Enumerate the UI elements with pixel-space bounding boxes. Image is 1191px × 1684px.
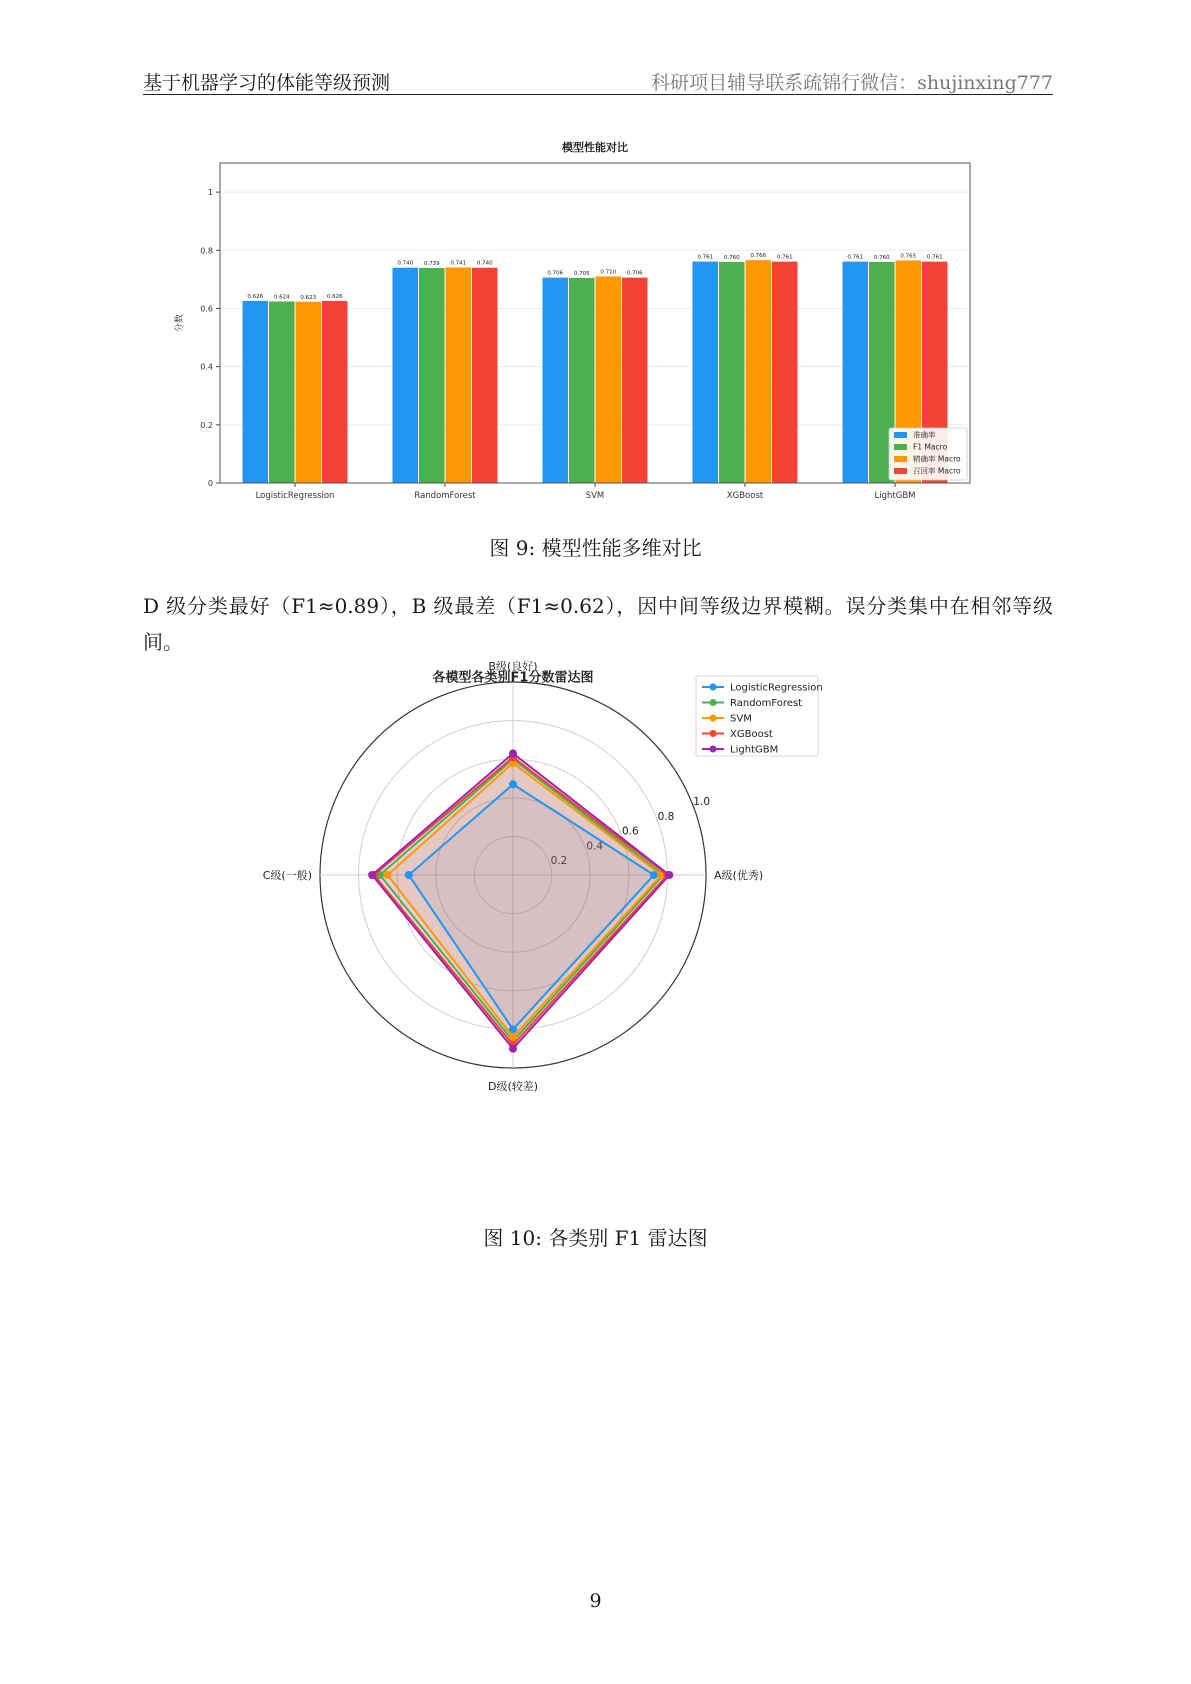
bar-value-label: 0.740 <box>397 260 414 267</box>
bar <box>746 260 772 483</box>
radar-point <box>368 871 376 879</box>
bar-value-label: 0.766 <box>750 253 767 260</box>
legend-label: F1 Macro <box>913 442 948 452</box>
bar <box>693 262 719 483</box>
bar <box>296 302 322 483</box>
page-header <box>143 66 1053 95</box>
figure-bar-chart <box>170 135 1020 501</box>
bar <box>596 276 622 483</box>
radar-point <box>405 871 413 879</box>
bar-value-label: 0.761 <box>926 254 943 261</box>
legend-label: 准确率 <box>913 430 936 440</box>
bar-value-label: 0.760 <box>723 254 740 261</box>
bar <box>569 278 595 483</box>
y-tick-label: 1 <box>207 188 213 198</box>
bar-value-label: 0.706 <box>626 270 643 277</box>
bar-value-label: 0.626 <box>326 293 343 300</box>
radar-point <box>509 780 517 788</box>
radar-point <box>509 1045 517 1053</box>
radar-tick-label: 0.6 <box>621 825 639 838</box>
x-tick-label: SVM <box>585 491 605 501</box>
bar <box>543 278 569 483</box>
bar-value-label: 0.740 <box>476 260 493 267</box>
radar-chart-svg <box>262 660 920 1190</box>
bar-chart-svg <box>170 135 1020 501</box>
bar <box>772 262 798 483</box>
bar-value-label: 0.765 <box>900 253 917 260</box>
radar-tick-label: 0.4 <box>586 840 604 853</box>
radar-legend-marker <box>710 699 717 706</box>
bar-value-label: 0.739 <box>423 261 440 268</box>
radar-title: 各模型各类别F1分数雷达图 <box>432 670 594 686</box>
radar-series-fill <box>372 753 669 1048</box>
bar-value-label: 0.761 <box>697 254 714 261</box>
figure-10-caption: 图 10: 各类别 F1 雷达图 <box>483 1226 708 1250</box>
radar-legend-label: LogisticRegression <box>730 682 823 694</box>
page-number: 9 <box>589 1590 602 1612</box>
bar-value-label: 0.710 <box>600 269 617 276</box>
radar-legend-label: LightGBM <box>730 744 779 756</box>
bar-value-label: 0.761 <box>847 254 864 261</box>
radar-axis-label: A级(优秀) <box>714 869 764 882</box>
bar <box>719 262 745 483</box>
radar-legend-label: SVM <box>730 713 752 725</box>
bar <box>843 262 869 483</box>
legend-swatch <box>894 432 907 438</box>
radar-legend-marker <box>710 715 717 722</box>
y-tick-label: 0.4 <box>200 362 213 372</box>
bar-value-label: 0.761 <box>776 254 793 261</box>
legend-swatch <box>894 468 907 474</box>
y-tick-label: 0.8 <box>200 246 213 256</box>
bar <box>243 301 269 483</box>
radar-point <box>665 871 673 879</box>
bar <box>446 267 472 483</box>
figure-radar-chart <box>262 660 920 1190</box>
y-tick-label: 0.2 <box>200 420 213 430</box>
header-contact: 科研项目辅导联系疏锦行微信：shujinxing777 <box>651 72 1053 94</box>
bar <box>622 278 648 483</box>
x-tick-label: LightGBM <box>874 491 916 501</box>
header-title: 基于机器学习的体能等级预测 <box>143 72 391 94</box>
radar-tick-label: 1.0 <box>693 796 711 809</box>
radar-legend-marker <box>710 730 717 737</box>
x-tick-label: XGBoost <box>726 491 764 501</box>
bar <box>269 301 295 483</box>
bar <box>322 301 348 483</box>
radar-legend-marker <box>710 746 717 753</box>
legend-label: 召回率 Macro <box>913 466 961 476</box>
x-tick-label: RandomForest <box>414 491 476 501</box>
bar-value-label: 0.760 <box>873 254 890 261</box>
radar-axis-label: B级(良好) <box>488 660 538 673</box>
radar-legend-label: RandomForest <box>730 698 803 709</box>
bar-value-label: 0.624 <box>273 294 290 301</box>
legend-label: 精确率 Macro <box>913 454 961 464</box>
bar <box>393 268 419 483</box>
y-tick-label: 0 <box>207 479 213 488</box>
radar-tick-label: 0.2 <box>550 855 568 868</box>
radar-tick-label: 0.8 <box>657 810 675 823</box>
radar-axis-label: C级(一般) <box>262 869 312 882</box>
bar-value-label: 0.705 <box>573 270 590 277</box>
radar-point <box>509 749 517 757</box>
bar-value-label: 0.623 <box>300 294 317 301</box>
y-axis-label: 分数 <box>175 313 185 333</box>
radar-legend-marker <box>710 684 717 691</box>
radar-axis-label: D级(较差) <box>487 1080 539 1093</box>
figure-9-caption: 图 9: 模型性能多维对比 <box>489 536 702 560</box>
bar <box>472 268 498 483</box>
chart-title: 模型性能对比 <box>562 141 628 154</box>
bar-value-label: 0.741 <box>450 260 467 267</box>
bar <box>419 268 445 483</box>
y-tick-label: 0.6 <box>200 304 213 314</box>
legend-swatch <box>894 444 907 450</box>
legend-swatch <box>894 456 907 462</box>
radar-legend-label: XGBoost <box>730 729 773 740</box>
x-tick-label: LogisticRegression <box>255 491 335 501</box>
bar-value-label: 0.706 <box>547 270 564 277</box>
bar-value-label: 0.626 <box>247 293 264 300</box>
radar-point <box>384 871 392 879</box>
body-paragraph: D 级分类最好（F1≈0.89），B 级最差（F1≈0.62），因中间等级边界模糊。误分类集中在相邻等级间。 <box>143 594 1053 654</box>
